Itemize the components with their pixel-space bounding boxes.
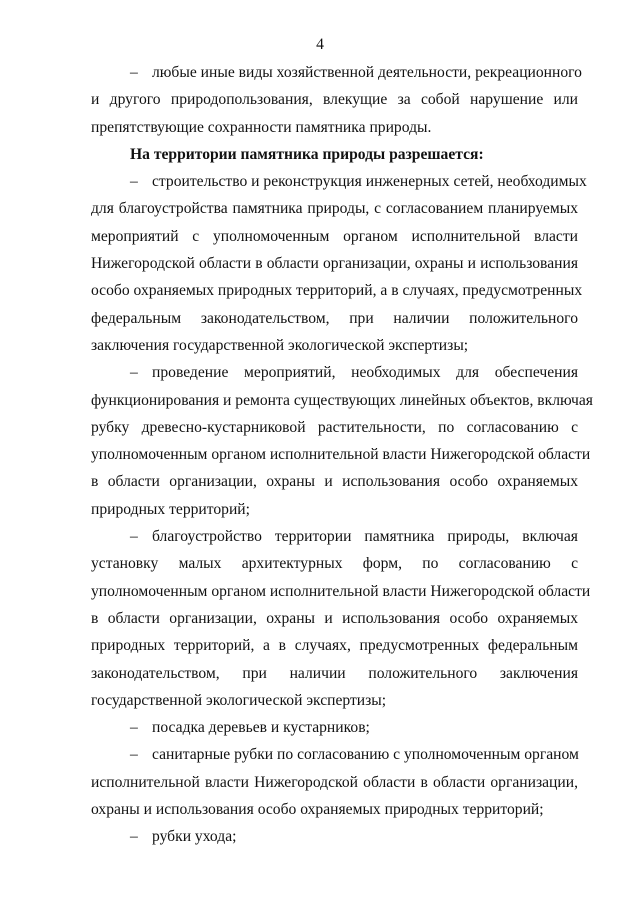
line-text: функционирования и ремонта существующих линейных объектов, включая [91, 391, 593, 409]
line-text: особо охраняемых природных территорий, а в случаях, предусмотренных [91, 282, 583, 300]
line-text: в области организации, охраны и использования особо охраняемых [91, 473, 578, 491]
line-text: уполномоченным органом исполнительной власти Нижегородской области [91, 446, 591, 464]
line-text: законодательством, при наличии положительного заключения [91, 664, 578, 682]
line-text: Нижегородской области в области организации, охраны и использования [91, 255, 578, 273]
list-item [91, 714, 578, 741]
list-dash: – [130, 828, 138, 846]
text-line [91, 632, 578, 659]
text-line [91, 195, 578, 222]
line-text: охраны и использования особо охраняемых природных территорий; [91, 801, 544, 819]
text-line [91, 359, 578, 386]
list-dash: – [130, 528, 138, 546]
line-text: проведение мероприятий, необходимых для обеспечения [152, 364, 578, 382]
text-line [91, 523, 578, 550]
text-line [91, 414, 578, 441]
line-text: для благоустройства памятника природы, с согласованием планируемых [91, 200, 578, 218]
line-text: рубки ухода; [152, 828, 237, 846]
line-text: исполнительной власти Нижегородской области в области организации, [91, 773, 578, 791]
text-line [91, 496, 578, 523]
list-dash: – [130, 64, 138, 81]
text-line [91, 550, 578, 577]
text-line [91, 605, 578, 632]
line-text: любые иные виды хозяйственной деятельности, рекреационного [152, 64, 582, 81]
text-line [91, 741, 578, 768]
line-text: и другого природопользования, влекущие за собой нарушение или [91, 91, 578, 109]
text-line [91, 796, 578, 823]
list-item [91, 359, 593, 523]
line-text: государственной экологической экспертизы; [91, 691, 387, 709]
page-number: 4 [316, 36, 324, 53]
text-line [91, 687, 578, 714]
text-line [91, 714, 578, 741]
line-text: федеральным законодательством, при наличии положительного [91, 309, 578, 327]
line-text: благоустройство территории памятника природы, включая [152, 528, 578, 546]
text-line [91, 441, 591, 468]
text-line [91, 468, 578, 495]
text-line [91, 59, 582, 86]
list-dash: – [130, 746, 138, 764]
line-text: заключения государственной экологической экспертизы; [91, 336, 469, 354]
line-text: препятствующие сохранности памятника природы. [91, 118, 432, 136]
text-line [91, 387, 593, 414]
text-line [91, 141, 578, 168]
text-line [91, 277, 583, 304]
text-line [91, 823, 578, 850]
list-dash: – [130, 364, 138, 382]
text-line [91, 578, 591, 605]
text-line [91, 168, 587, 195]
line-text: установку малых архитектурных форм, по согласованию с [91, 555, 578, 573]
text-line [91, 250, 578, 277]
text-line [91, 305, 578, 332]
document-body [91, 59, 593, 851]
list-item [91, 523, 591, 714]
list-dash: – [130, 719, 138, 737]
list-item [91, 59, 582, 141]
line-text: мероприятий с уполномоченным органом исполнительной власти [91, 227, 578, 245]
line-text: посадка деревьев и кустарников; [152, 719, 370, 737]
line-text: природных территорий, а в случаях, предусмотренных федеральным [91, 637, 578, 655]
text-line [91, 114, 578, 141]
list-dash: – [130, 173, 138, 191]
text-line [91, 223, 578, 250]
text-line [91, 769, 578, 796]
list-item [91, 168, 587, 359]
line-text: уполномоченным органом исполнительной власти Нижегородской области [91, 582, 591, 600]
list-item [91, 741, 578, 823]
text-line [91, 86, 578, 113]
line-text: рубку древесно-кустарниковой растительности, по согласованию с [91, 418, 578, 436]
list-item [91, 823, 578, 850]
line-text: На территории памятника природы разрешается: [130, 145, 484, 163]
section-heading [91, 141, 578, 168]
line-text: в области организации, охраны и использования особо охраняемых [91, 609, 578, 627]
line-text: строительство и реконструкция инженерных сетей, необходимых [152, 173, 587, 191]
line-text: санитарные рубки по согласованию с уполномоченным органом [152, 746, 579, 764]
text-line [91, 332, 578, 359]
text-line [91, 660, 578, 687]
line-text: природных территорий; [91, 500, 250, 518]
